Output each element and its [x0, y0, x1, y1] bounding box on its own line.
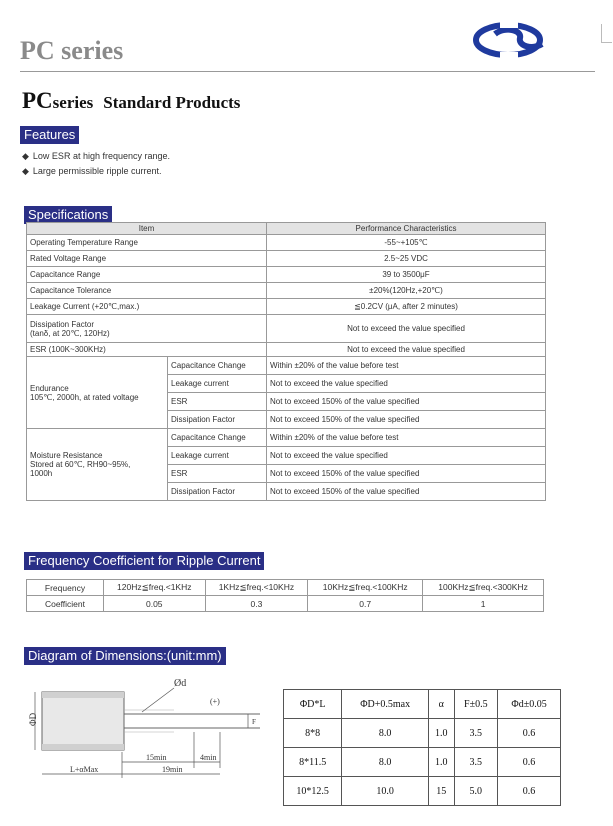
- dim-cell: 8.0: [342, 748, 429, 777]
- title-rest: Standard Products: [103, 93, 241, 112]
- company-logo: [470, 20, 560, 60]
- sub-value: Not to exceed the value specified: [267, 375, 546, 393]
- dim-header: ΦD*L: [284, 690, 342, 719]
- dim-header: Φd±0.05: [498, 690, 561, 719]
- min15-label: 15min: [146, 753, 167, 762]
- dim-cell: 8.0: [342, 719, 429, 748]
- sub-value: Not to exceed the value specified: [267, 447, 546, 465]
- sub-item: ESR: [168, 465, 267, 483]
- capacitor-body: [42, 692, 124, 750]
- min4-label: 4min: [200, 753, 217, 762]
- title-pc: PC: [22, 88, 53, 113]
- col-performance: Performance Characteristics: [267, 223, 546, 235]
- f-label: F: [252, 718, 256, 726]
- sub-value: Within ±20% of the value before test: [267, 357, 546, 375]
- coeff-row-label: Coefficient: [27, 596, 104, 612]
- freq-row-label: Frequency: [27, 580, 104, 596]
- spec-value: 39 to 3500μF: [267, 267, 546, 283]
- spec-item: Rated Voltage Range: [27, 251, 267, 267]
- sub-item: Dissipation Factor: [168, 483, 267, 501]
- freq-cell: 1KHz≦freq.<10KHz: [205, 580, 308, 596]
- sub-value: Not to exceed 150% of the value specified: [267, 465, 546, 483]
- specifications-heading: Specifications: [24, 206, 112, 224]
- spec-value: -55~+105℃: [267, 235, 546, 251]
- spec-item: ESR (100K~300KHz): [27, 343, 267, 357]
- feature-item: ◆ Large permissible ripple current.: [22, 166, 162, 176]
- dim-cell: 8*11.5: [284, 748, 342, 777]
- min19-label: 19min: [162, 765, 183, 774]
- col-item: Item: [27, 223, 267, 235]
- spec-value: Not to exceed the value specified: [267, 315, 546, 343]
- plus-label: (+): [210, 697, 220, 706]
- endurance-label: Endurance 105℃, 2000h, at rated voltage: [27, 357, 168, 429]
- series-header: PC series: [20, 36, 124, 65]
- dim-cell: 0.6: [498, 748, 561, 777]
- title-series: series: [52, 93, 94, 112]
- dim-cell: 8*8: [284, 719, 342, 748]
- spec-item: Leakage Current (+20℃,max.): [27, 299, 267, 315]
- sub-value: Within ±20% of the value before test: [267, 429, 546, 447]
- sub-item: Leakage current: [168, 447, 267, 465]
- coeff-cell: 0.05: [104, 596, 206, 612]
- dim-cell: 0.6: [498, 719, 561, 748]
- sub-item: Capacitance Change: [168, 429, 267, 447]
- sub-item: Dissipation Factor: [168, 411, 267, 429]
- freq-cell: 100KHz≦freq.<300KHz: [423, 580, 544, 596]
- freq-cell: 10KHz≦freq.<100KHz: [308, 580, 423, 596]
- dim-cell: 1.0: [429, 748, 454, 777]
- spec-value: ≦0.2CV (μA, after 2 minutes): [267, 299, 546, 315]
- dimensions-table: [283, 689, 561, 806]
- dim-cell: 15: [429, 777, 454, 806]
- dim-header: α: [429, 690, 454, 719]
- sub-value: Not to exceed 150% of the value specified: [267, 411, 546, 429]
- l-alpha-label: L+αMax: [70, 765, 99, 774]
- coeff-cell: 0.7: [308, 596, 423, 612]
- frequency-heading: Frequency Coefficient for Ripple Current: [24, 552, 264, 570]
- dim-header: F±0.5: [454, 690, 498, 719]
- specifications-table: [26, 222, 546, 501]
- phi-d-label: Ød: [174, 678, 187, 689]
- sub-item: Capacitance Change: [168, 357, 267, 375]
- dim-cell: 1.0: [429, 719, 454, 748]
- diamond-bullet-icon: ◆: [22, 166, 29, 176]
- page-title: [22, 88, 240, 114]
- dim-header: ΦD+0.5max: [342, 690, 429, 719]
- dim-cell: 5.0: [454, 777, 498, 806]
- coeff-cell: 1: [423, 596, 544, 612]
- sub-item: Leakage current: [168, 375, 267, 393]
- moisture-label: Moisture Resistance Stored at 60℃, RH90~95%, 1000h: [27, 429, 168, 501]
- dim-cell: 0.6: [498, 777, 561, 806]
- sub-item: ESR: [168, 393, 267, 411]
- dim-cell: 3.5: [454, 748, 498, 777]
- coeff-cell: 0.3: [205, 596, 308, 612]
- spec-item: Capacitance Range: [27, 267, 267, 283]
- spec-item: Capacitance Tolerance: [27, 283, 267, 299]
- capacitor-dimension-drawing: [24, 670, 274, 790]
- dimensions-heading: Diagram of Dimensions:(unit:mm): [24, 647, 226, 665]
- spec-item: Dissipation Factor (tanδ, at 20℃, 120Hz): [27, 315, 267, 343]
- dim-cell: 10*12.5: [284, 777, 342, 806]
- phi-D-label: ΦD: [28, 712, 38, 726]
- dim-cell: 10.0: [342, 777, 429, 806]
- sub-value: Not to exceed 150% of the value specified: [267, 483, 546, 501]
- features-heading: Features: [20, 126, 79, 144]
- header-divider: [20, 71, 595, 72]
- frequency-table: [26, 579, 544, 612]
- spec-item: Operating Temperature Range: [27, 235, 267, 251]
- feature-item: ◆ Low ESR at high frequency range.: [22, 151, 171, 161]
- page-corner-mark: [601, 24, 612, 43]
- sub-value: Not to exceed 150% of the value specified: [267, 393, 546, 411]
- spec-value: Not to exceed the value specified: [267, 343, 546, 357]
- dim-cell: 3.5: [454, 719, 498, 748]
- diamond-bullet-icon: ◆: [22, 151, 29, 161]
- spec-value: ±20%(120Hz,+20℃): [267, 283, 546, 299]
- spec-value: 2.5~25 VDC: [267, 251, 546, 267]
- freq-cell: 120Hz≦freq.<1KHz: [104, 580, 206, 596]
